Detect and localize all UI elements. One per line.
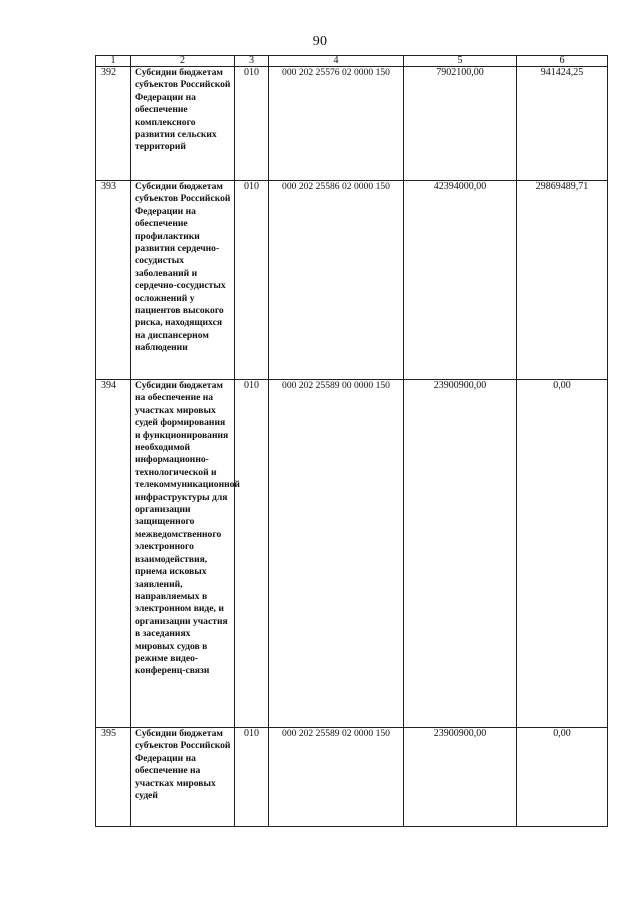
row-plan-amount-cell: 23900900,00 xyxy=(404,380,517,728)
row-name-cell: Субсидии бюджетам на обеспечение на участках мировых судей формирования и функционирования необходимой информационно-технологической и телекоммуникационной инфраструктуры для организации защищенного межведомственного электронного взаимодействия, приема исковых заявлений, направляемых в электронном виде, и организации участия в заседаниях мировых судов в режиме видео-конференц-связи xyxy=(131,380,235,728)
row-budget-code-cell: 000 202 25576 02 0000 150 xyxy=(269,67,404,181)
row-budget-code-cell: 000 202 25589 00 0000 150 xyxy=(269,380,404,728)
row-plan-amount-cell: 42394000,00 xyxy=(404,181,517,380)
page-number: 90 xyxy=(312,34,328,49)
column-header-1: 1 xyxy=(96,56,131,67)
row-actual-amount-cell: 0,00 xyxy=(517,728,608,827)
column-header-5: 5 xyxy=(404,56,517,67)
table-row xyxy=(96,181,608,380)
budget-table xyxy=(95,55,608,827)
row-admin-code-cell: 010 xyxy=(235,67,269,181)
column-header-3: 3 xyxy=(235,56,269,67)
row-number-cell: 392 xyxy=(96,67,131,181)
row-budget-code-cell: 000 202 25589 02 0000 150 xyxy=(269,728,404,827)
column-header-4: 4 xyxy=(269,56,404,67)
row-name-cell: Субсидии бюджетам субъектов Российской Федерации на обеспечение профилактики развития сердечно-сосудистых заболеваний и сердечно-сосудистых осложнений у пациентов высокого риска, находящихся на диспансерном наблюдении xyxy=(131,181,235,380)
row-plan-amount-cell: 23900900,00 xyxy=(404,728,517,827)
table-header-row xyxy=(96,56,608,67)
row-actual-amount-cell: 0,00 xyxy=(517,380,608,728)
row-admin-code-cell: 010 xyxy=(235,380,269,728)
row-plan-amount-cell: 7902100,00 xyxy=(404,67,517,181)
row-number-cell: 395 xyxy=(96,728,131,827)
table-row xyxy=(96,380,608,728)
row-name-cell: Субсидии бюджетам субъектов Российской Федерации на обеспечение на участках мировых судей xyxy=(131,728,235,827)
row-admin-code-cell: 010 xyxy=(235,728,269,827)
table-row xyxy=(96,728,608,827)
column-header-6: 6 xyxy=(517,56,608,67)
table-row xyxy=(96,67,608,181)
row-actual-amount-cell: 941424,25 xyxy=(517,67,608,181)
row-admin-code-cell: 010 xyxy=(235,181,269,380)
row-budget-code-cell: 000 202 25586 02 0000 150 xyxy=(269,181,404,380)
row-number-cell: 394 xyxy=(96,380,131,728)
row-name-cell: Субсидии бюджетам субъектов Российской Федерации на обеспечение комплексного развития сельских территорий xyxy=(131,67,235,181)
column-header-2: 2 xyxy=(131,56,235,67)
row-actual-amount-cell: 29869489,71 xyxy=(517,181,608,380)
row-number-cell: 393 xyxy=(96,181,131,380)
